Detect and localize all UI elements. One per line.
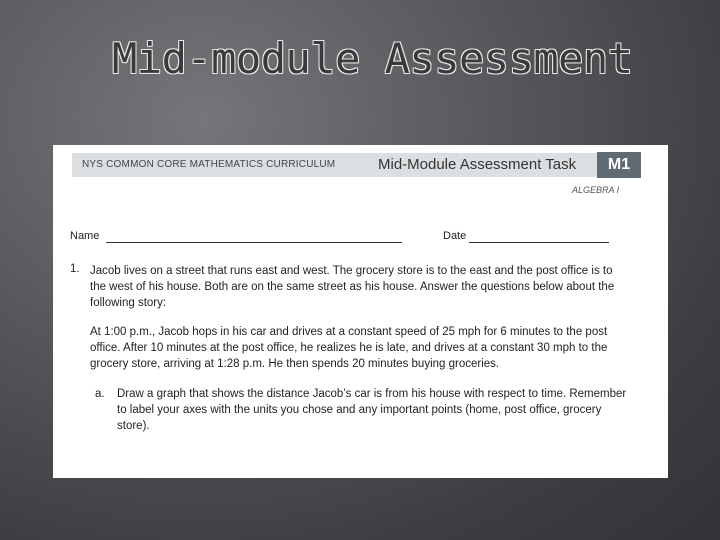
question-intro (90, 263, 614, 311)
part-a-letter: a. (95, 388, 105, 400)
part-a-line: to label your axes with the units you chose and any important points (home, post office, grocery (117, 404, 602, 416)
story-line: At 1:00 p.m., Jacob hops in his car and drives at a constant speed of 25 mph for 6 minutes to the post (90, 326, 608, 338)
assessment-document (53, 145, 668, 478)
document-header (72, 153, 638, 177)
curriculum-label: NYS COMMON CORE MATHEMATICS CURRICULUM (82, 159, 336, 170)
date-label: Date (443, 230, 467, 242)
intro-line: Jacob lives on a street that runs east and west. The grocery store is to the east and the post office is to (90, 265, 613, 277)
story-line: office. After 10 minutes at the post office, he realizes he is late, and drives at a constant 30 mph to the (90, 342, 608, 354)
part-a-line: Draw a graph that shows the distance Jacob’s car is from his house with respect to time. Remember (117, 388, 627, 400)
part-a-line: store). (117, 420, 150, 432)
module-badge: M1 (597, 152, 641, 178)
part-a-text (117, 386, 626, 434)
story-paragraph (90, 324, 607, 372)
subject-label: ALGEBRA I (572, 185, 620, 195)
intro-line: the west of his house. Both are on the same street as his house. Answer the questions below about the (90, 281, 615, 293)
date-blank-line (469, 242, 609, 243)
intro-line: following story: (90, 297, 167, 309)
story-line: grocery store, arriving at 1:28 p.m. He then spends 20 minutes buying groceries. (90, 358, 500, 370)
task-title: Mid-Module Assessment Task (378, 156, 577, 173)
name-label: Name (70, 230, 100, 242)
name-blank-line (106, 242, 402, 243)
question-number: 1. (70, 263, 80, 275)
slide-title: Mid-module Assessment (112, 34, 633, 83)
